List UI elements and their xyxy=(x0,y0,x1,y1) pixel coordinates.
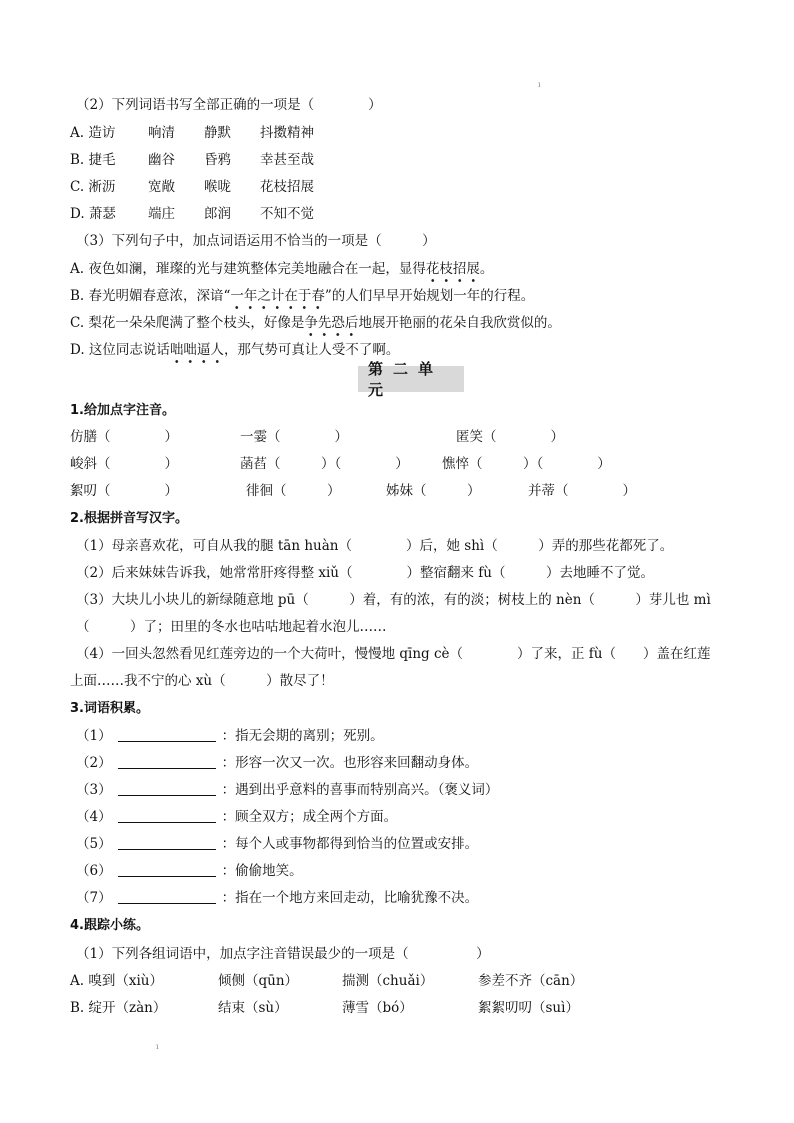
answer-blank[interactable] xyxy=(118,863,216,877)
unit-title: 第二单元 xyxy=(358,366,464,392)
s2-line-5: （4）一回头忽然看见红莲旁边的一个大荷叶，慢慢地 qīng cè（ ）了来，正 fù（ ）盖在红莲 xyxy=(76,646,711,662)
question-3-stem: （3）下列句子中，加点词语运用不恰当的一项是（ ） xyxy=(76,233,436,249)
section-4-heading: 4.跟踪小练。 xyxy=(70,918,149,933)
dotted-word: 一年之计在于春 xyxy=(230,288,325,310)
vocab-item-3: （3） ：遇到出乎意料的喜事而特别高兴。（褒义词） xyxy=(76,782,499,798)
question-2-stem: （2）下列词语书写全部正确的一项是（ ） xyxy=(76,97,382,113)
vocab-item-5: （5） ：每个人或事物都得到恰当的位置或安排。 xyxy=(76,836,479,852)
vocab-item-1: （1） ：指无会期的离别；死别。 xyxy=(76,728,384,744)
dotted-word: 花枝招展 xyxy=(426,261,480,283)
s4-question-stem: （1）下列各组词语中，加点字注音错误最少的一项是（ ） xyxy=(76,946,490,962)
section-1-heading: 1.给加点字注音。 xyxy=(70,403,175,418)
scan-mark-top: ı xyxy=(538,80,541,89)
vocab-item-7: （7） ：指在一个地方来回走动，比喻犹豫不决。 xyxy=(76,890,479,906)
answer-blank[interactable] xyxy=(118,755,216,769)
q3-option-b: B. 春光明媚春意浓，深谙“一年之计在于春”的人们早早开始规划一年的行程。 xyxy=(70,287,534,305)
dotted-word: 咄咄逼人 xyxy=(170,342,224,364)
dotted-word: 争先恐后 xyxy=(304,315,358,337)
s2-line-6: 上面……我不宁的心 xù（ ）散尽了！ xyxy=(70,673,334,689)
answer-blank[interactable] xyxy=(118,809,216,823)
answer-blank[interactable] xyxy=(118,728,216,742)
s2-line-1: （1）母亲喜欢花，可自从我的腿 tān huàn（ ）后，她 shì（ ）弄的那些花都死了。 xyxy=(76,538,674,554)
q3-option-a: A. 夜色如澜，璀璨的光与建筑整体完美地融合在一起，显得花枝招展。 xyxy=(70,260,493,278)
q3-option-d: D. 这位同志说话咄咄逼人，那气势可真让人受不了啊。 xyxy=(70,341,399,359)
s2-line-3: （3）大块儿小块儿的新绿随意地 pū（ ）着，有的浓，有的淡；树枝上的 nèn（ ）芽儿也 mì xyxy=(76,592,711,608)
answer-blank[interactable] xyxy=(118,836,216,850)
scan-mark-bottom: ı xyxy=(156,1042,159,1051)
section-3-heading: 3.词语积累。 xyxy=(70,701,149,716)
s2-line-4: （ ）了；田里的冬水也咕咕地起着水泡儿…… xyxy=(76,619,387,635)
s2-line-2: （2）后来妹妹告诉我，她常常肝疼得整 xiǔ（ ）整宿翻来 fù（ ）去地睡不了觉。 xyxy=(76,565,654,581)
vocab-item-2: （2） ：形容一次又一次。也形容来回翻动身体。 xyxy=(76,755,479,771)
worksheet-page: ı （2）下列词语书写全部正确的一项是（ ） A. 造访 响清 静默 抖擞精神 B. 捷毛 幽谷 昏鸦 幸甚至哉 C. 淅沥 宽敞 喉咙 花枝招展 D. 萧瑟 端庄 郎润 不知不觉 （3）下列句子中，加点词语运用不恰当的一项是（ ） A. 夜色如澜，璀璨的光与建筑整体完美地融合在一起，显得花枝招展。 B. 春光明媚春意浓，深谙“一年之计在于春”的人们早早开始规划一年的行程。 C. 梨花一朵朵爬满了整个枝头，好像是争先恐后地展开艳丽的花朵自我欣赏似的。 D. 这位同志说话咄咄逼人，那气势可真让人受不了啊。 第二单元 1.给加点字注音。 仿膳（ ） 一霎（ ） 匿笑（ ） 峻斜（ ） 菡萏（ ）（ ） 憔悴（ ）（ ） 絮叨（ ） 徘徊（ ） 姊妹（ ） 并蒂（ ） 2.根据拼音写汉字。 （1）母亲喜欢花，可自从我的腿 tān huàn（ ）后，她 shì（ ）弄的那些花都死了。 （2）后来妹妹告诉我，她常常肝疼得整 xiǔ（ ）整宿翻来 fù（ ）去地睡不了觉。 （3）大块儿小块儿的新绿随意地 pū（ ）着，有的浓，有的淡；树枝上的 nèn（ ）芽儿也 mì （ ）了；田里的冬水也咕咕地起着水泡儿…… （4）一回头忽然看见红莲旁边的一个大荷叶，慢慢地 qīng cè（ ）了来，正 fù（ ）盖在红莲 上面……我不宁的心 xù（ ）散尽了！ 3.词语积累。 （1） ：指无会期的离别；死别。 （2） ：形容一次又一次。也形容来回翻动身体。 （3） ：遇到出乎意料的喜事而特别高兴。（褒义词） （4） ：顾全双方；成全两个方面。 （5） ：每个人或事物都得到恰当的位置或安排。 （6） ：偷偷地笑。 （7） ：指在一个地方来回走动，比喻犹豫不决。 4.跟踪小练。 （1）下列各组词语中，加点字注音错误最少的一项是（ ） A. 嗅到（xiù） 倾侧（qūn） 揣测（chuǎi） 参差不齐（cān） B. 绽开（zàn） 结束（sù） 薄雪（bó） 絮絮叨叨（suì） ı xyxy=(70,80,711,1051)
q3-option-c: C. 梨花一朵朵爬满了整个枝头，好像是争先恐后地展开艳丽的花朵自我欣赏似的。 xyxy=(70,314,561,332)
answer-blank[interactable] xyxy=(118,890,216,904)
vocab-item-4: （4） ：顾全双方；成全两个方面。 xyxy=(76,809,398,825)
vocab-item-6: （6） ：偷偷地笑。 xyxy=(76,863,303,879)
answer-blank[interactable] xyxy=(118,782,216,796)
section-2-heading: 2.根据拼音写汉字。 xyxy=(70,511,188,526)
